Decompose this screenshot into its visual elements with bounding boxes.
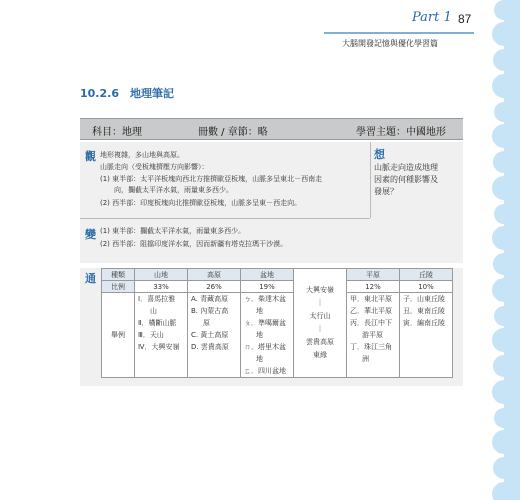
example-item: 地 [256,355,263,363]
example-item: 地 [256,307,263,315]
row-label-ratio: 比例 [102,281,135,293]
example-cell [135,293,188,378]
cloud-border-decoration [482,0,520,500]
example-item: Ⅱ．橫斷山脈 [138,319,177,327]
divider-item: 雲貴高原 [306,338,334,346]
example-cell [347,293,400,378]
example-item: 乙．華北平原 [350,307,392,315]
example-item: ㄇ．塔里木盆 [244,343,286,351]
row-divider [80,218,370,219]
example-item: 寅．編南丘陵 [403,319,445,327]
example-item: B. 內蒙古高 [191,307,229,315]
guan-line: 向，攔截太平洋水氣，雨量東多西少。 [114,186,233,194]
bian-mark: 變 [85,228,96,241]
example-item: 丑．東南丘陵 [403,307,445,315]
example-item: 丁．珠江三角 [350,343,392,351]
example-item: D. 雲貴高原 [191,343,229,351]
guan-line: (1) 東半部：太平洋板塊向西北方推擠歐亞板塊，山脈多呈東北－西南走 [100,175,323,183]
example-item: ㄅ．柴達木盆 [244,295,286,303]
example-item: Ⅰ．喜馬拉雅 [138,295,176,303]
divider-item: ｜ [316,299,324,307]
example-item: 子．山東丘陵 [403,295,445,303]
tong-mark: 通 [85,272,96,285]
landform-table [101,268,453,378]
bian-line: (2) 西半部：阻擋印度洋水氣，因而新疆有塔克拉瑪干沙漠。 [100,240,288,248]
xiang-line: 發展？ [374,187,398,196]
example-item: 丙．長江中下 [350,319,392,327]
column-divider [370,142,371,218]
example-cell [188,293,241,378]
divider-item: 太行山 [309,312,331,320]
example-item: 洲 [362,355,369,363]
col-header: 平原 [347,269,400,281]
section-title: 10.2.6 地理筆記 [80,87,174,100]
pct-cell: 10% [400,281,453,293]
xiang-line: 山脈走向造成地理 [374,163,438,172]
divider-item: 東緣 [313,351,327,359]
guan-mark: 觀 [85,150,96,163]
divider-item: ｜ [316,325,324,333]
divider-item: 大興安嶺 [306,286,334,294]
meta-volume: 冊數 / 章節：略 [198,127,268,138]
example-item: Ⅳ．大興安嶺 [138,343,180,351]
example-cell [241,293,294,378]
header-subtitle: 大腦開發記憶與優化學習篇 [342,39,438,48]
tong-section [80,268,463,386]
guan-line: 地形複雜，多山地與高原。 [100,151,184,159]
example-item: ㄆ．準噶爾盆 [244,319,286,327]
example-item: 地 [256,331,263,339]
header-rule [324,32,474,34]
page-number: 87 [458,12,472,26]
pct-cell: 33% [135,281,188,293]
part-label: Part 1 [412,10,452,25]
example-item: 游平原 [362,331,383,339]
pct-cell: 12% [347,281,400,293]
example-cell [400,293,453,378]
meta-subject: 科目：地理 [92,127,142,138]
row-label-example: 舉例 [102,293,135,378]
notes-box [80,142,463,263]
example-item: 原 [203,319,210,327]
col-header: 盆地 [241,269,294,281]
page-header [300,6,475,48]
row-label-type: 種類 [102,269,135,281]
example-item: Ⅲ．天山 [138,331,164,339]
divider-line-cell [294,269,347,378]
guan-line: (2) 西半部：印度板塊向北推擠歐亞板塊，山脈多呈東－西走向。 [100,199,302,207]
bian-line: (1) 東半部：攔截太平洋水氣，雨量東多西少。 [100,227,246,235]
col-header: 高原 [188,269,241,281]
col-header: 丘陵 [400,269,453,281]
example-item: C. 黃土高原 [191,331,229,339]
meta-theme: 學習主題：中國地形 [356,127,446,138]
meta-bar [80,118,463,140]
example-item: 山 [150,307,157,315]
xiang-line: 因素的何種影響及 [374,175,438,184]
xiang-mark: 想 [374,148,385,161]
pct-cell: 26% [188,281,241,293]
col-header: 山地 [135,269,188,281]
pct-cell: 19% [241,281,294,293]
example-item: A. 青藏高原 [191,295,229,303]
example-item: 甲．東北平原 [350,295,392,303]
example-item: ㄈ．四川盆地 [244,367,286,375]
guan-line: 山脈走向（受板塊擠壓方向影響）： [100,163,209,171]
